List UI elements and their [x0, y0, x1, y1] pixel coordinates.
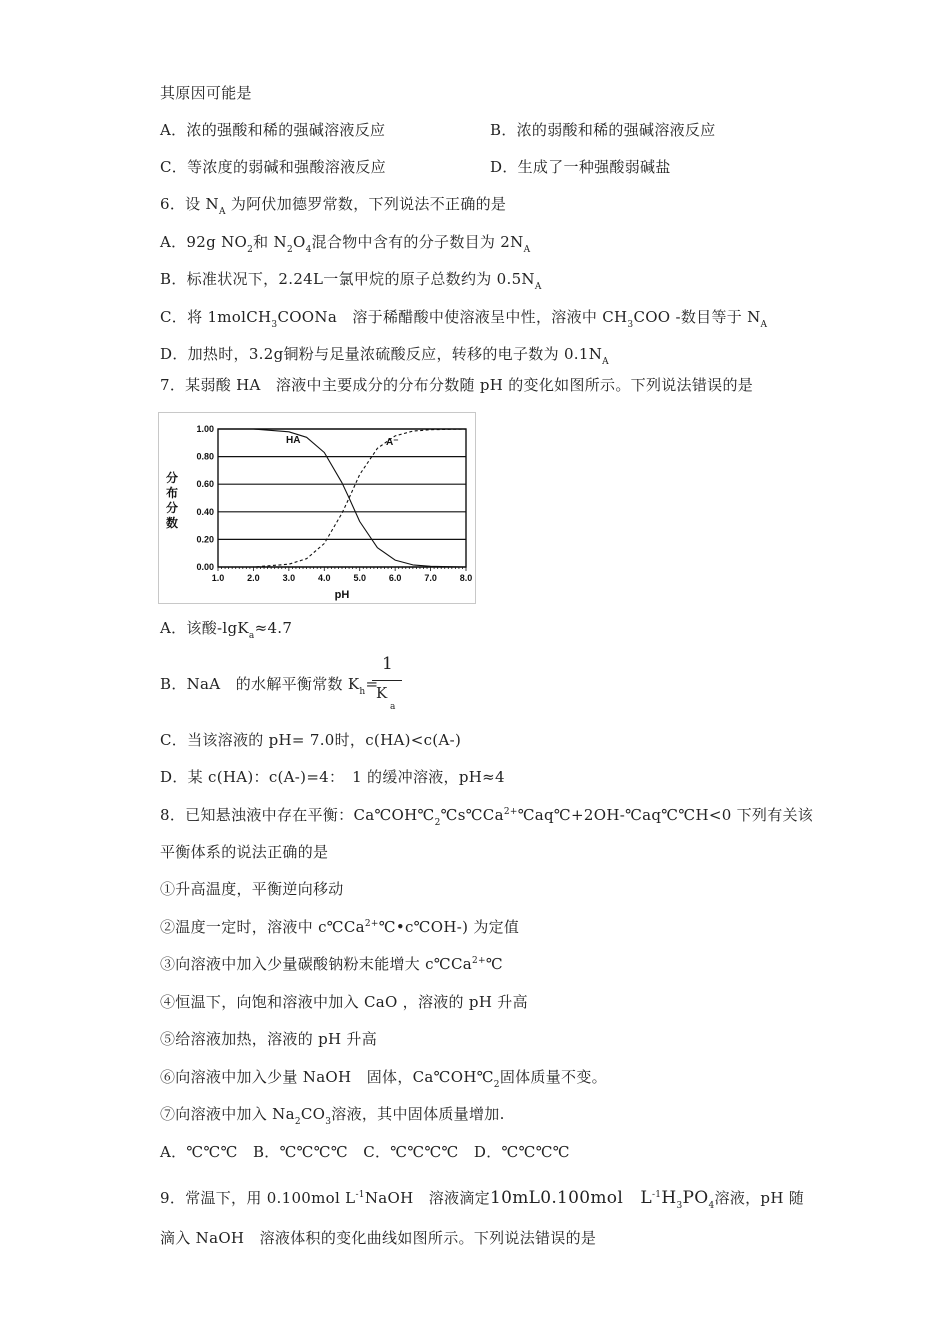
x-tick-label: 4.0	[318, 573, 331, 583]
q9-stem: 9．常温下，用 0.100mol $L^{-1}NaOH$ 溶液滴定10mL0.100mol $L^{-1}H_3PO_4$溶液，pH 随	[160, 1188, 805, 1211]
q9-stem-2: 滴入 NaOH 溶液体积的变化曲线如图所示。下列说法错误的是	[160, 1229, 597, 1247]
fraction-denominator: K	[376, 684, 388, 702]
q8-item-7: ⑦向溶液中加入 $Na_2CO_3$溶液，其中固体质量增加.	[160, 1105, 505, 1127]
option-a: A．浓的强酸和稀的强碱溶液反应	[160, 121, 386, 139]
q7-option-a: A．该酸-lgK$_a$≈4.7	[160, 619, 293, 641]
y-tick-label: 0.40	[196, 506, 214, 517]
y-axis-label-char: 分	[165, 501, 179, 515]
q8-item-2: ②温度一定时，溶液中 $c℃Ca^{2+}℃•c℃OH-$) 为定值	[160, 918, 520, 936]
x-tick-label: 3.0	[282, 573, 296, 583]
q8-item-4: ④恒温下，向饱和溶液中加入 CaO ，溶液的 pH 升高	[160, 993, 528, 1011]
q7-option-c: C．当该溶液的 pH= 7.0时，c(HA)<c(A-)	[160, 731, 462, 749]
y-tick-label: 1.00	[196, 424, 214, 434]
fraction-numerator: 1	[382, 654, 393, 674]
question-6: 6．设 $N_A$ 为阿伏加德罗常数，下列说法不正确的是	[160, 195, 507, 217]
fraction-bar	[372, 680, 402, 681]
fraction-denominator-sub: a	[390, 702, 396, 712]
x-tick-label: 8.0	[459, 573, 473, 583]
y-axis-label-char: 数	[165, 516, 179, 530]
question-7: 7．某弱酸 HA 溶液中主要成分的分布分数随 pH 的变化如图所示。下列说法错误的是	[160, 376, 754, 394]
y-tick-label: 0.20	[196, 534, 214, 545]
y-axis-label-char: 分	[165, 471, 179, 485]
y-axis-label-char: 布	[165, 486, 179, 500]
q8-stem: 8．已知悬浊液中存在平衡：$Ca℃OH℃_2℃s℃Ca^{2+}℃aq℃+2OH-℃aq℃℃H<0$ 下列有关该	[160, 806, 814, 828]
x-tick-label: 2.0	[247, 573, 260, 583]
q8-stem-2: 平衡体系的说法正确的是	[160, 843, 329, 861]
x-tick-label: 5.0	[353, 573, 366, 583]
q8-item-1: ①升高温度，平衡逆向移动	[160, 880, 344, 898]
x-tick-label: 1.0	[211, 573, 225, 583]
q6-option-a: A．92g $NO_2$和 $N_2O_4$混合物中含有的分子数目为 $2N_A$	[160, 233, 531, 255]
q7-option-d: D．某 c(HA)：c(A-)=4： 1 的缓冲溶液，pH≈4	[160, 768, 505, 786]
x-tick-label: 7.0	[424, 573, 437, 583]
q6-option-d: D．加热时，3.2g铜粉与足量浓硫酸反应，转移的电子数为 $0.1N_A$	[160, 345, 609, 367]
text-line: 其原因可能是	[160, 84, 252, 102]
q7-option-b: B．NaA 的水解平衡常数 $K_h=$	[160, 675, 379, 697]
q6-option-b: B．标准状况下，2.24L一氯甲烷的原子总数约为 $0.5N_A$	[160, 270, 542, 292]
series-label-ha: HA	[286, 435, 301, 446]
q8-item-6: ⑥向溶液中加入少量 NaOH 固体，$Ca℃OH℃_2$固体质量不变。	[160, 1068, 607, 1090]
x-tick-label: 6.0	[388, 573, 402, 583]
option-b: B．浓的弱酸和稀的强碱溶液反应	[490, 121, 716, 139]
option-c: C．等浓度的弱碱和强酸溶液反应	[160, 158, 386, 176]
y-tick-label: 0.80	[196, 451, 214, 462]
q8-item-3: ③向溶液中加入少量碳酸钠粉末能增大 $c℃Ca^{2+}℃$	[160, 955, 503, 973]
series-label-a-minus: A⁻	[386, 437, 399, 448]
distribution-chart	[158, 412, 476, 604]
x-axis-label: pH	[334, 589, 350, 601]
q8-options: A．℃℃℃ B．℃℃℃℃ C．℃℃℃℃ D．℃℃℃℃	[160, 1143, 570, 1161]
option-d: D．生成了一种强酸弱碱盐	[490, 158, 671, 176]
y-tick-label: 0.60	[196, 479, 214, 490]
q8-item-5: ⑤给溶液加热，溶液的 pH 升高	[160, 1030, 378, 1048]
y-tick-label: 0.00	[196, 562, 214, 572]
q6-option-c: C．将 1molCH$_3$COONa 溶于稀醋酸中使溶液呈中性，溶液中 $CH_3COO$ -数目等于 $N_A$	[160, 308, 768, 330]
